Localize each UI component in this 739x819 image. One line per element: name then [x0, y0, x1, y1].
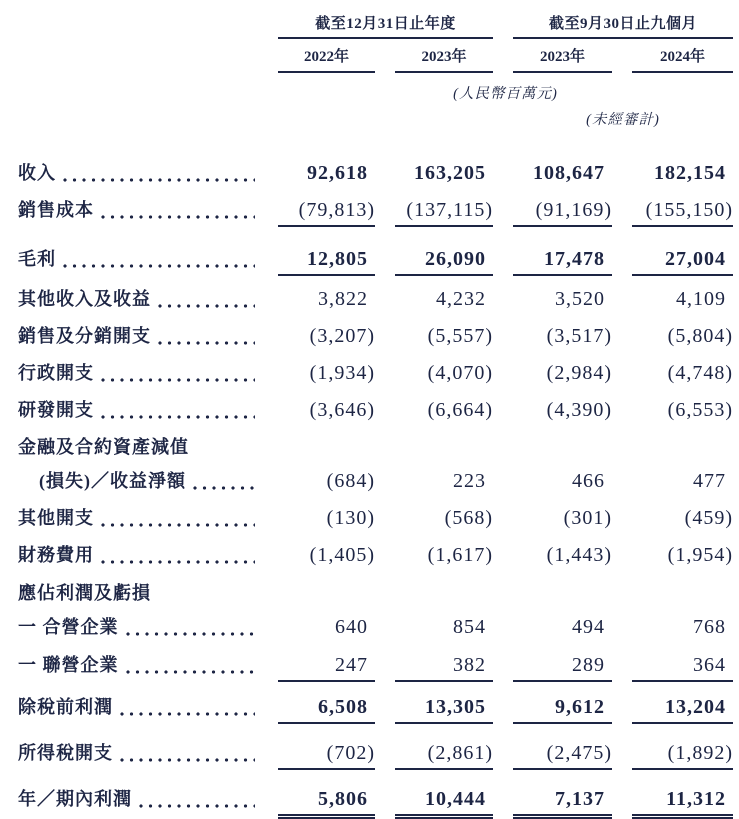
row-label-text: 除稅前利潤: [18, 697, 113, 717]
row-label: [18, 325, 258, 348]
row-label: [18, 582, 258, 605]
table-row: [18, 582, 739, 605]
row-label: [18, 788, 258, 811]
value-cell: 364: [632, 654, 733, 682]
row-label-text: 其他開支: [18, 508, 94, 528]
row-label: [18, 696, 258, 719]
table-row: [18, 696, 739, 724]
value-cell: 17,478: [513, 248, 612, 276]
row-label-text: 其他收入及收益: [18, 289, 151, 309]
value-cell: 27,004: [632, 248, 733, 276]
value-cell: 182,154: [654, 162, 726, 184]
value-cell: 9,612: [513, 696, 612, 724]
row-label-text: 收入: [18, 163, 56, 183]
value-cell: (2,984): [546, 362, 612, 384]
dot-leader: [119, 654, 259, 677]
value-cell: (301): [563, 507, 612, 529]
row-label: [18, 654, 258, 677]
value-cell: 289: [513, 654, 612, 682]
dot-leader: [94, 199, 258, 222]
row-label-text: 銷售成本: [18, 200, 94, 220]
dot-leader: [113, 742, 258, 765]
row-label-text: 一 合營企業: [18, 617, 119, 637]
period-group-year-ended-dec31: 截至12月31日止年度: [278, 12, 493, 39]
value-cell: 163,205: [414, 162, 486, 184]
row-label: [18, 616, 258, 639]
row-label-text: 金融及合約資產減值: [18, 437, 189, 457]
column-header-2023-9m: 2023年: [513, 45, 612, 73]
row-label: [18, 162, 258, 185]
table-row: [18, 325, 739, 351]
value-cell: (684): [326, 470, 375, 492]
value-cell: 223: [453, 470, 486, 492]
row-label-text: 應佔利潤及虧損: [18, 583, 151, 603]
value-cell: (2,475): [513, 742, 612, 770]
dot-leader: [151, 325, 258, 348]
table-row: [18, 399, 739, 425]
value-cell: 4,232: [436, 288, 486, 310]
dot-leader: [132, 788, 258, 811]
value-cell: 13,305: [395, 696, 493, 724]
value-cell: (1,934): [309, 362, 375, 384]
row-label-text: 一 聯營企業: [18, 655, 119, 675]
value-cell: 382: [395, 654, 493, 682]
value-cell: (4,070): [427, 362, 493, 384]
row-label-text: 毛利: [18, 249, 56, 269]
value-cell: [278, 436, 375, 439]
value-cell: 12,805: [278, 248, 375, 276]
value-cell: (4,748): [667, 362, 733, 384]
row-label: [18, 470, 258, 493]
value-cell: 3,520: [555, 288, 605, 310]
table-header-notes: [18, 73, 739, 129]
value-cell: (1,443): [546, 544, 612, 566]
table-row: [18, 788, 739, 819]
value-cell: (6,553): [667, 399, 733, 421]
value-cell: (79,813): [278, 199, 375, 227]
value-cell: (91,169): [513, 199, 612, 227]
currency-unit-note: (人民幣百萬元): [453, 86, 558, 102]
value-cell: (1,617): [427, 544, 493, 566]
value-cell: (459): [684, 507, 733, 529]
row-label-text: 年／期內利潤: [18, 789, 132, 809]
value-cell: 11,312: [632, 788, 733, 819]
value-cell: 247: [278, 654, 375, 682]
row-label: [18, 288, 258, 311]
dot-leader: [94, 399, 258, 422]
value-cell: (1,954): [667, 544, 733, 566]
value-cell: 854: [453, 616, 486, 638]
row-label: [18, 248, 258, 271]
row-label: [18, 399, 258, 422]
value-cell: [513, 436, 612, 439]
value-cell: (568): [444, 507, 493, 529]
table-body: [18, 162, 739, 819]
table-row: [18, 248, 739, 276]
value-cell: (3,517): [546, 325, 612, 347]
value-cell: 7,137: [513, 788, 612, 819]
value-cell: 6,508: [278, 696, 375, 724]
table-header-years: [18, 39, 739, 73]
row-label-text: 行政開支: [18, 363, 94, 383]
value-cell: [632, 582, 733, 585]
table-row: [18, 288, 739, 314]
dot-leader: [119, 616, 259, 639]
value-cell: (155,150): [632, 199, 733, 227]
value-cell: (1,405): [309, 544, 375, 566]
dot-leader: [56, 162, 258, 185]
column-header-2024-9m: 2024年: [632, 45, 733, 73]
row-label: [18, 199, 258, 222]
value-cell: (137,115): [395, 199, 493, 227]
row-label-text: 研發開支: [18, 400, 94, 420]
dot-leader: [94, 544, 258, 567]
dot-leader: [56, 248, 258, 271]
table-row: [18, 544, 739, 570]
column-header-2023-fy: 2023年: [395, 45, 493, 73]
value-cell: 92,618: [307, 162, 368, 184]
value-cell: 640: [335, 616, 368, 638]
table-row: [18, 199, 739, 227]
table-row: [18, 162, 739, 188]
value-cell: (130): [326, 507, 375, 529]
table-row: [18, 507, 739, 533]
table-row: [18, 362, 739, 388]
value-cell: 26,090: [395, 248, 493, 276]
table-row: [18, 654, 739, 682]
unaudited-note: (未經審計): [586, 112, 660, 128]
value-cell: (5,557): [427, 325, 493, 347]
row-label-text: (損失)／收益淨額: [39, 471, 186, 491]
value-cell: 5,806: [278, 788, 375, 819]
value-cell: (702): [278, 742, 375, 770]
value-cell: 4,109: [676, 288, 726, 310]
value-cell: [278, 582, 375, 585]
value-cell: 768: [693, 616, 726, 638]
row-label: [18, 436, 258, 459]
dot-leader: [94, 507, 258, 530]
value-cell: 3,822: [318, 288, 368, 310]
value-cell: [513, 582, 612, 585]
table-row: [18, 470, 739, 496]
row-label: [18, 742, 258, 765]
row-label-text: 銷售及分銷開支: [18, 326, 151, 346]
table-row: [18, 436, 739, 459]
value-cell: 477: [693, 470, 726, 492]
dot-leader: [113, 696, 258, 719]
value-cell: [395, 582, 493, 585]
row-label-text: 財務費用: [18, 545, 94, 565]
value-cell: 10,444: [395, 788, 493, 819]
row-label: [18, 507, 258, 530]
dot-leader: [151, 288, 258, 311]
value-cell: (6,664): [427, 399, 493, 421]
table-header-groups: [18, 12, 739, 39]
value-cell: 466: [572, 470, 605, 492]
table-row: [18, 616, 739, 642]
row-label: [18, 362, 258, 385]
value-cell: 13,204: [632, 696, 733, 724]
value-cell: (1,892): [632, 742, 733, 770]
value-cell: (4,390): [546, 399, 612, 421]
period-group-nine-months-sep30: 截至9月30日止九個月: [513, 12, 733, 39]
table-row: [18, 742, 739, 770]
value-cell: [632, 436, 733, 439]
column-header-2022: 2022年: [278, 45, 375, 73]
value-cell: (3,207): [309, 325, 375, 347]
value-cell: [395, 436, 493, 439]
value-cell: (3,646): [309, 399, 375, 421]
row-label: [18, 544, 258, 567]
dot-leader: [94, 362, 258, 385]
row-label-text: 所得稅開支: [18, 743, 113, 763]
dot-leader: [186, 470, 258, 493]
value-cell: 108,647: [533, 162, 605, 184]
value-cell: (5,804): [667, 325, 733, 347]
value-cell: 494: [572, 616, 605, 638]
value-cell: (2,861): [395, 742, 493, 770]
